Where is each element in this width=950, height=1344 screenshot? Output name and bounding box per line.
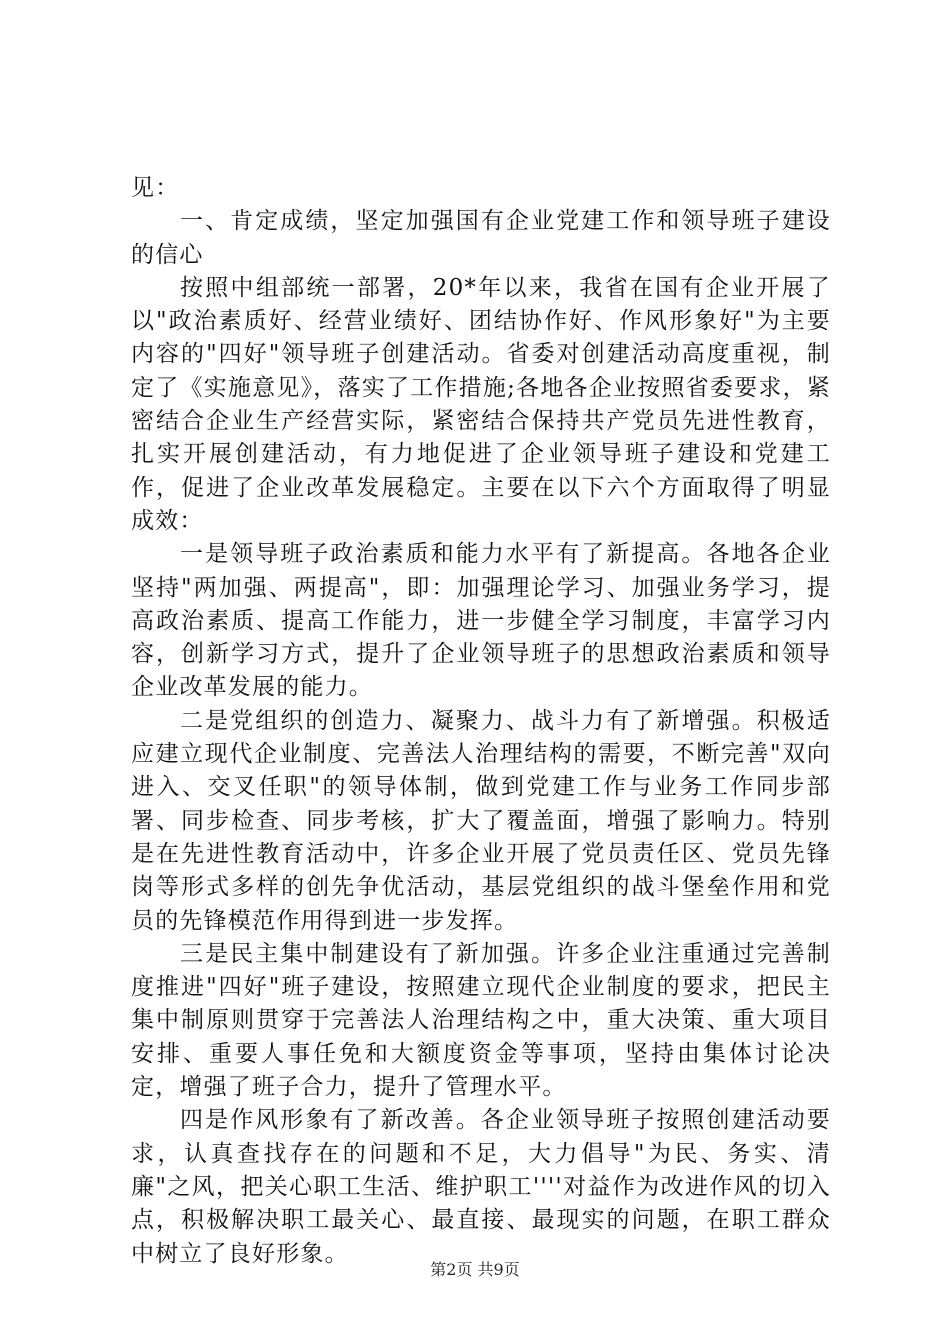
page-number-label: 第2页 共9页 [430,1260,520,1279]
document-body [131,172,831,1271]
paragraph-continuation: 见： [131,175,180,201]
paragraph-point-2: 二是党组织的创造力、凝聚力、战斗力有了新增强。积极适应建立现代企业制度、完善法人治理结构的需要，不断完善"双向进入、交叉任职"的领导体制，做到党建工作与业务工作同步部署、同步检查、同步考核，扩大了覆盖面，增强了影响力。特别是在先进性教育活动中，许多企业开展了党员责任区、党员先锋岗等形式多样的创先争优活动，基层党组织的战斗堡垒作用和党员的先锋模范作用得到进一步发挥。 [131,707,831,934]
paragraph-point-4: 四是作风形象有了新改善。各企业领导班子按照创建活动要求，认真查找存在的问题和不足，大力倡导"为民、务实、清廉"之风，把关心职工生活、维护职工''''对益作为改进作风的切入点，积极解决职工最关心、最直接、最现实的问题，在职工群众中树立了良好形象。 [131,1107,831,1267]
paragraph-point-1: 一是领导班子政治素质和能力水平有了新提高。各地各企业坚持"两加强、两提高"，即：加强理论学习、加强业务学习，提高政治素质、提高工作能力，进一步健全学习制度，丰富学习内容，创新学习方式，提升了企业领导班子的思想政治素质和领导企业改革发展的能力。 [131,541,831,701]
paragraph-point-3: 三是民主集中制建设有了新加强。许多企业注重通过完善制度推进"四好"班子建设，按照建立现代企业制度的要求，把民主集中制原则贯穿于完善法人治理结构之中，重大决策、重大项目安排、重要人事任免和大额度资金等事项，坚持由集体讨论决定，增强了班子合力，提升了管理水平。 [131,940,831,1101]
section-heading: 一、肯定成绩，坚定加强国有企业党建工作和领导班子建设的信心 [131,208,831,268]
page-footer [0,1260,950,1280]
paragraph-intro: 按照中组部统一部署，20*年以来，我省在国有企业开展了以"政治素质好、经营业绩好、团结协作好、作风形象好"为主要内容的"四好"领导班子创建活动。省委对创建活动高度重视，制定了《实施意见》，落实了工作措施;各地各企业按照省委要求，紧密结合企业生产经营实际，紧密结合保持共产党员先进性教育，扎实开展创建活动，有力地促进了企业领导班子建设和党建工作，促进了企业改革发展稳定。主要在以下六个方面取得了明显成效： [131,274,831,534]
